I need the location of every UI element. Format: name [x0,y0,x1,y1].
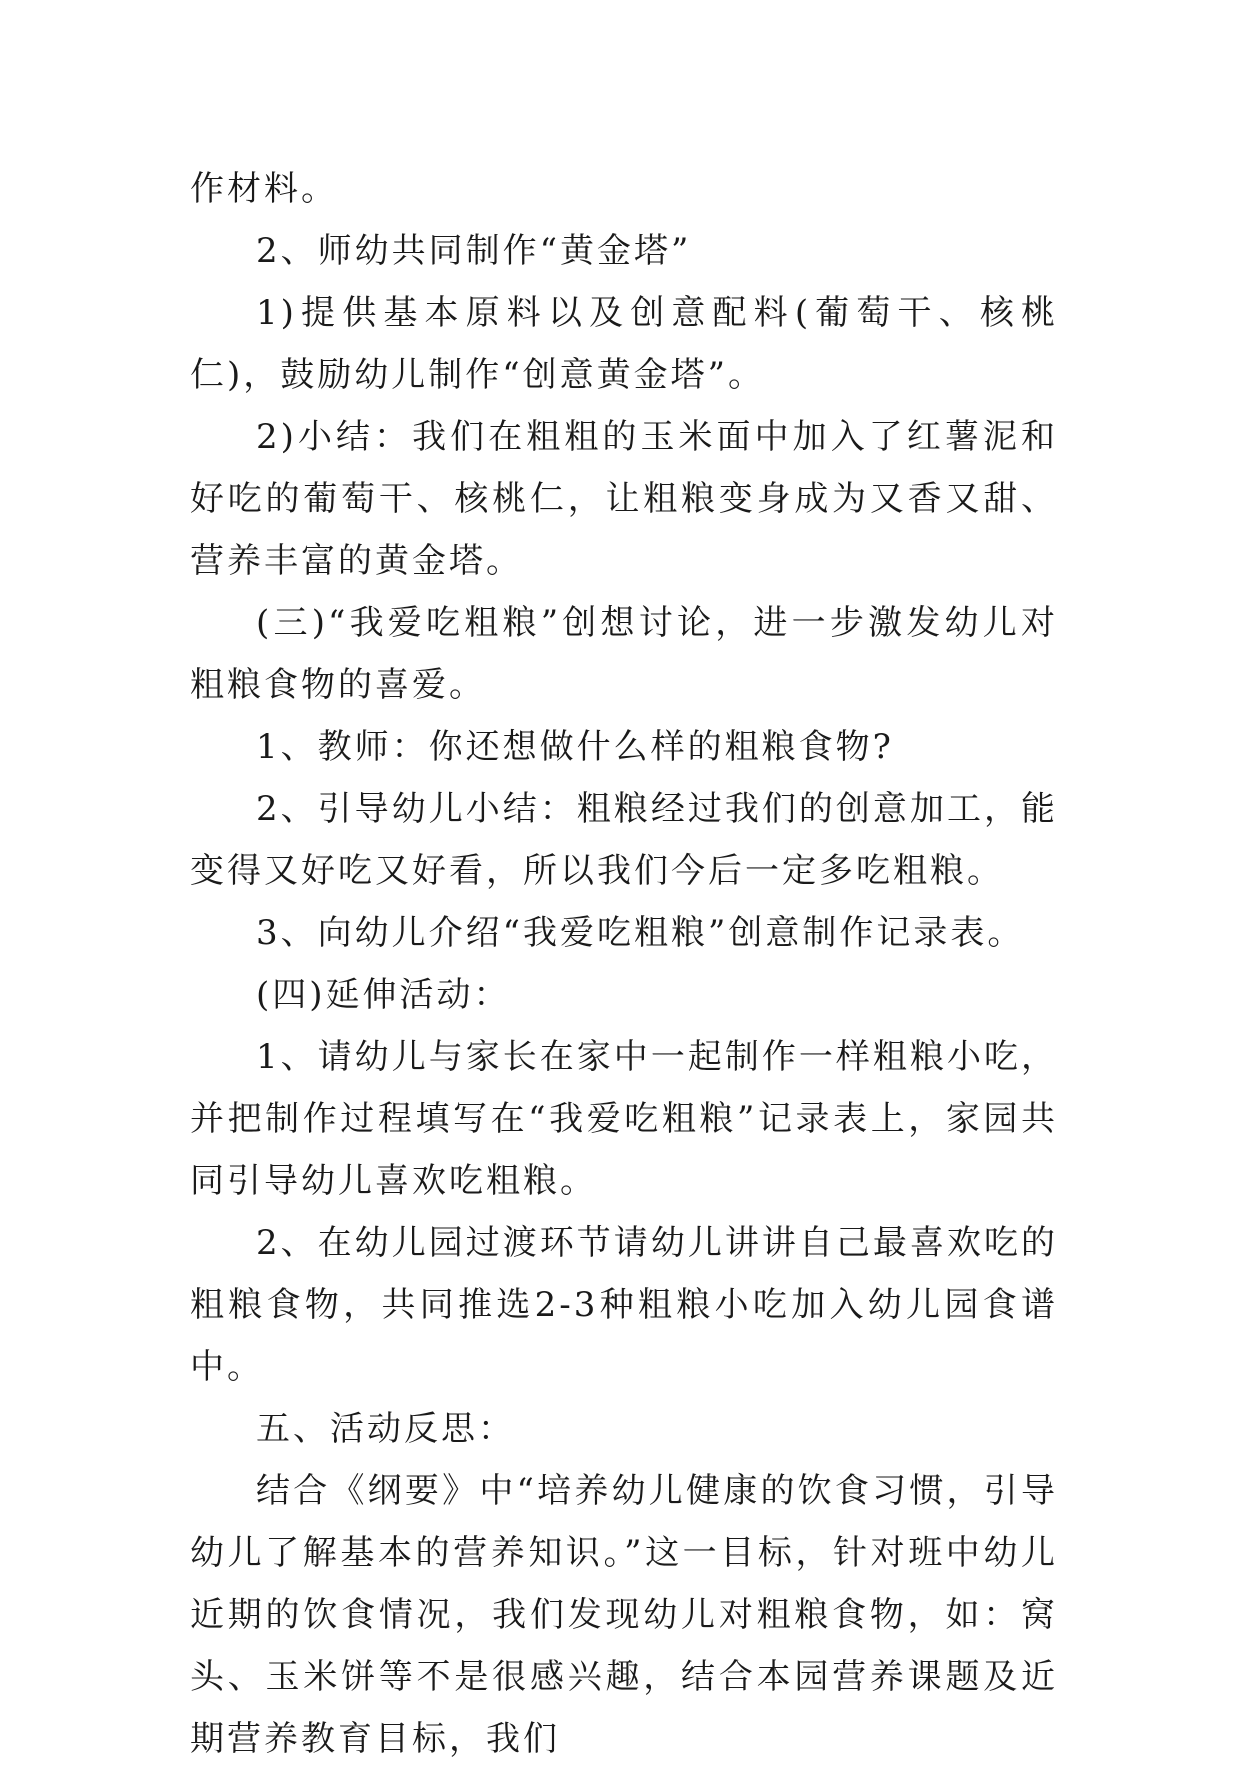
document-body [190,158,1058,1770]
paragraph-continuation: 作材料。 [190,169,338,209]
paragraph-reflection: 结合《纲要》中“培养幼儿健康的饮食习惯，引导幼儿了解基本的营养知识。”这一目标，针对班中幼儿近期的饮食情况，我们发现幼儿对粗粮食物，如：窝头、玉米饼等不是很感兴趣，结合本园营养课题及近期营养教育目标，我们 [190,1471,1058,1759]
paragraph-section-4-item-1: 1、请幼儿与家长在家中一起制作一样粗粮小吃，并把制作过程填写在“我爱吃粗粮”记录表上，家园共同引导幼儿喜欢吃粗粮。 [190,1037,1058,1201]
paragraph-section-4-item-2: 2、在幼儿园过渡环节请幼儿讲讲自己最喜欢吃的粗粮食物，共同推选2-3种粗粮小吃加入幼儿园食谱中。 [190,1223,1058,1387]
paragraph-section-5-heading: 五、活动反思： [256,1409,515,1449]
paragraph-step-2-heading: 2、师幼共同制作“黄金塔” [256,231,692,271]
paragraph-substep-1: 1)提供基本原料以及创意配料(葡萄干、核桃仁)，鼓励幼儿制作“创意黄金塔”。 [190,293,1058,395]
paragraph-substep-2-summary: 2)小结：我们在粗粗的玉米面中加入了红薯泥和好吃的葡萄干、核桃仁，让粗粮变身成为又香又甜、营养丰富的黄金塔。 [190,417,1058,581]
paragraph-section-3-item-3: 3、向幼儿介绍“我爱吃粗粮”创意制作记录表。 [256,913,1025,953]
paragraph-section-4-heading: (四)延伸活动： [256,975,511,1015]
paragraph-section-3-item-1: 1、教师：你还想做什么样的粗粮食物? [256,727,894,767]
paragraph-section-3-item-2: 2、引导幼儿小结：粗粮经过我们的创意加工，能变得又好吃又好看，所以我们今后一定多吃粗粮。 [190,789,1058,891]
paragraph-section-3-heading: (三)“我爱吃粗粮”创想讨论，进一步激发幼儿对粗粮食物的喜爱。 [190,603,1058,705]
